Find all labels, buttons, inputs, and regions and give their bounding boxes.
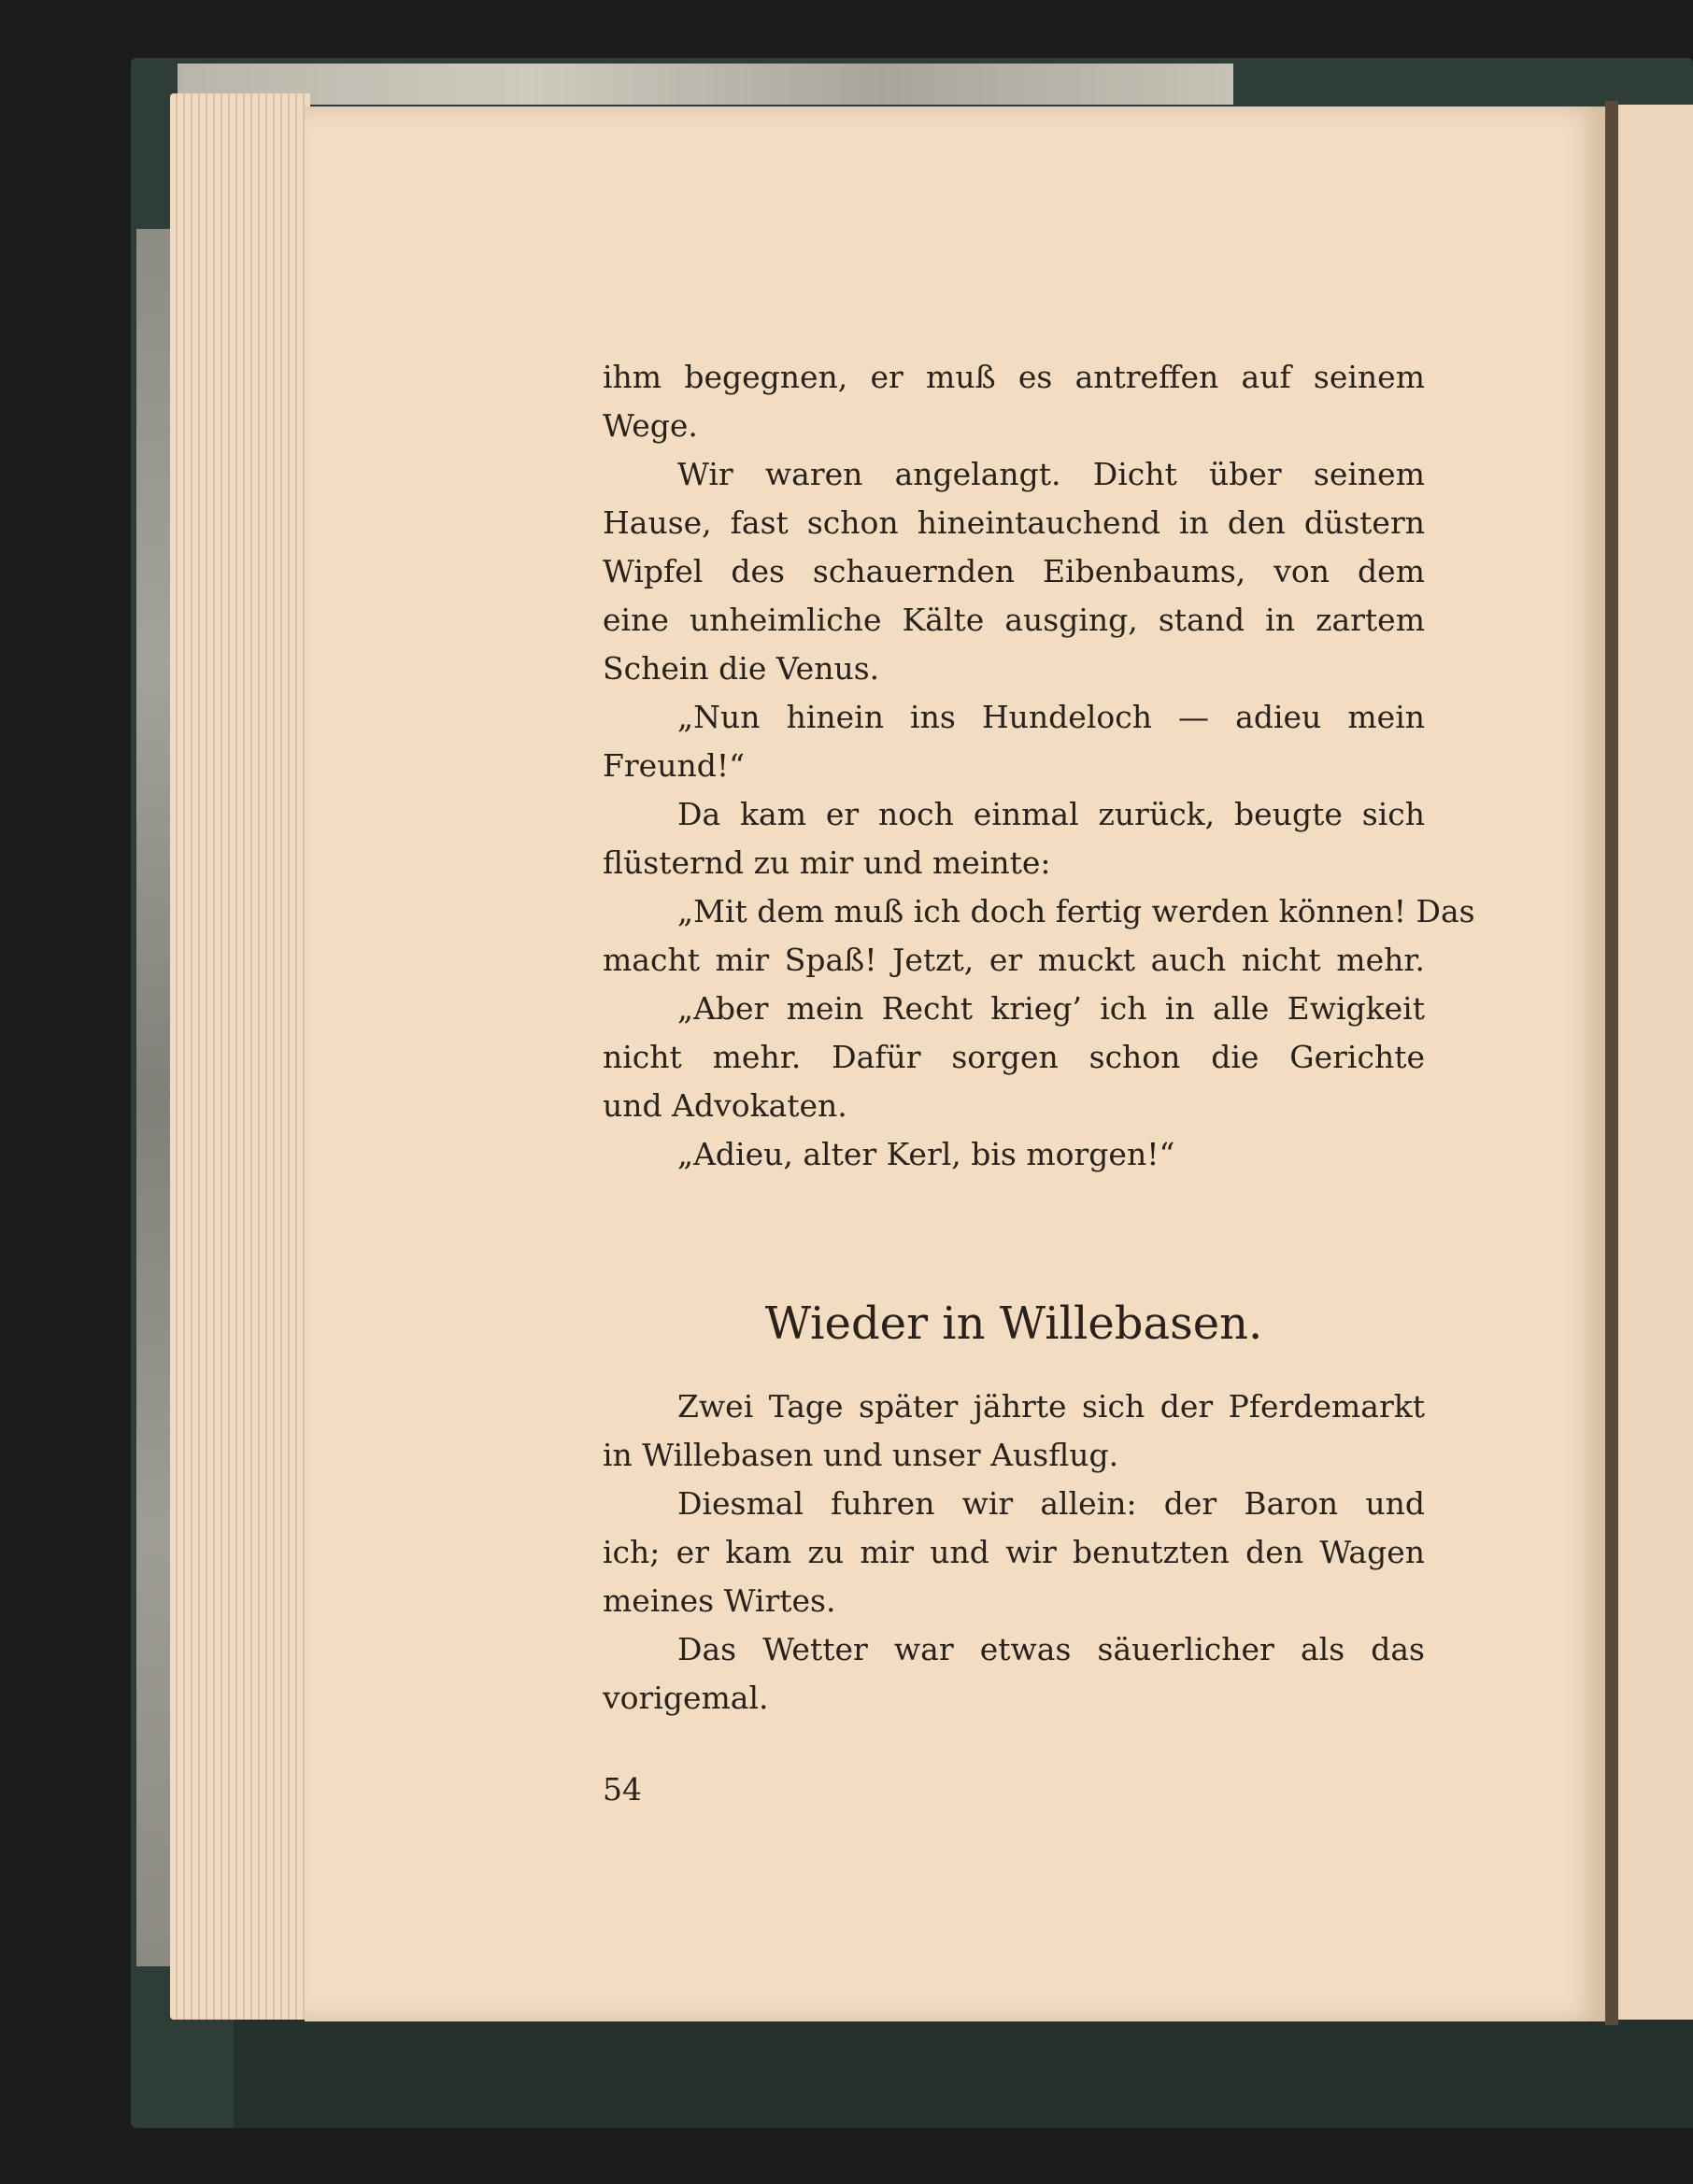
book-cover-bottom-edge [234, 2008, 1693, 2128]
text-line: meines Wirtes. [603, 1582, 836, 1619]
text-line: ihm begegnen, er muß es antreffen auf seinem [603, 359, 1425, 395]
text-line: macht mir Spaß! Jetzt, er muckt auch nicht mehr. [603, 942, 1425, 978]
text-line: nicht mehr. Dafür sorgen schon die Gerichte [603, 1039, 1425, 1075]
body-text-block-1 [603, 353, 1475, 1179]
text-line: eine unheimliche Kälte ausging, stand in zartem [603, 602, 1425, 638]
page-number: 54 [603, 1771, 642, 1808]
text-line: ich; er kam zu mir und wir benutzten den Wagen [603, 1534, 1425, 1570]
text-line: „Nun hinein ins Hundeloch — adieu mein [677, 699, 1425, 735]
text-line: Wir waren angelangt. Dicht über seinem [677, 456, 1425, 492]
text-line: Wege. [603, 407, 698, 444]
text-line: „Mit dem muß ich doch fertig werden können! Das [677, 893, 1475, 929]
text-line: Schein die Venus. [603, 650, 880, 687]
text-line: Hause, fast schon hineintauchend in den düstern [603, 504, 1425, 541]
body-text-block-2 [603, 1383, 1425, 1723]
text-line: Freund!“ [603, 747, 745, 784]
page-edges [170, 93, 310, 2020]
text-line: und Advokaten. [603, 1087, 847, 1124]
text-line: „Adieu, alter Kerl, bis morgen!“ [677, 1136, 1175, 1172]
text-line: Das Wetter war etwas säuerlicher als das [677, 1631, 1425, 1667]
text-line: Wipfel des schauernden Eibenbaums, von dem [603, 553, 1425, 589]
marbled-endpaper-top [178, 64, 1233, 105]
text-line: Zwei Tage später jährte sich der Pferdemarkt [677, 1388, 1425, 1425]
text-line: „Aber mein Recht krieg’ ich in alle Ewigkeit [677, 990, 1425, 1027]
text-line: vorigemal. [603, 1680, 769, 1716]
text-line: flüsternd zu mir und meinte: [603, 844, 1051, 881]
text-line: Diesmal fuhren wir allein: der Baron und [677, 1485, 1425, 1522]
facing-page-edge [1618, 105, 1693, 2020]
text-line: in Willebasen und unser Ausflug. [603, 1437, 1119, 1473]
text-line: Da kam er noch einmal zurück, beugte sich [677, 796, 1425, 832]
book-gutter [1605, 101, 1618, 2025]
chapter-heading: Wieder in Willebasen. [764, 1298, 1263, 1350]
